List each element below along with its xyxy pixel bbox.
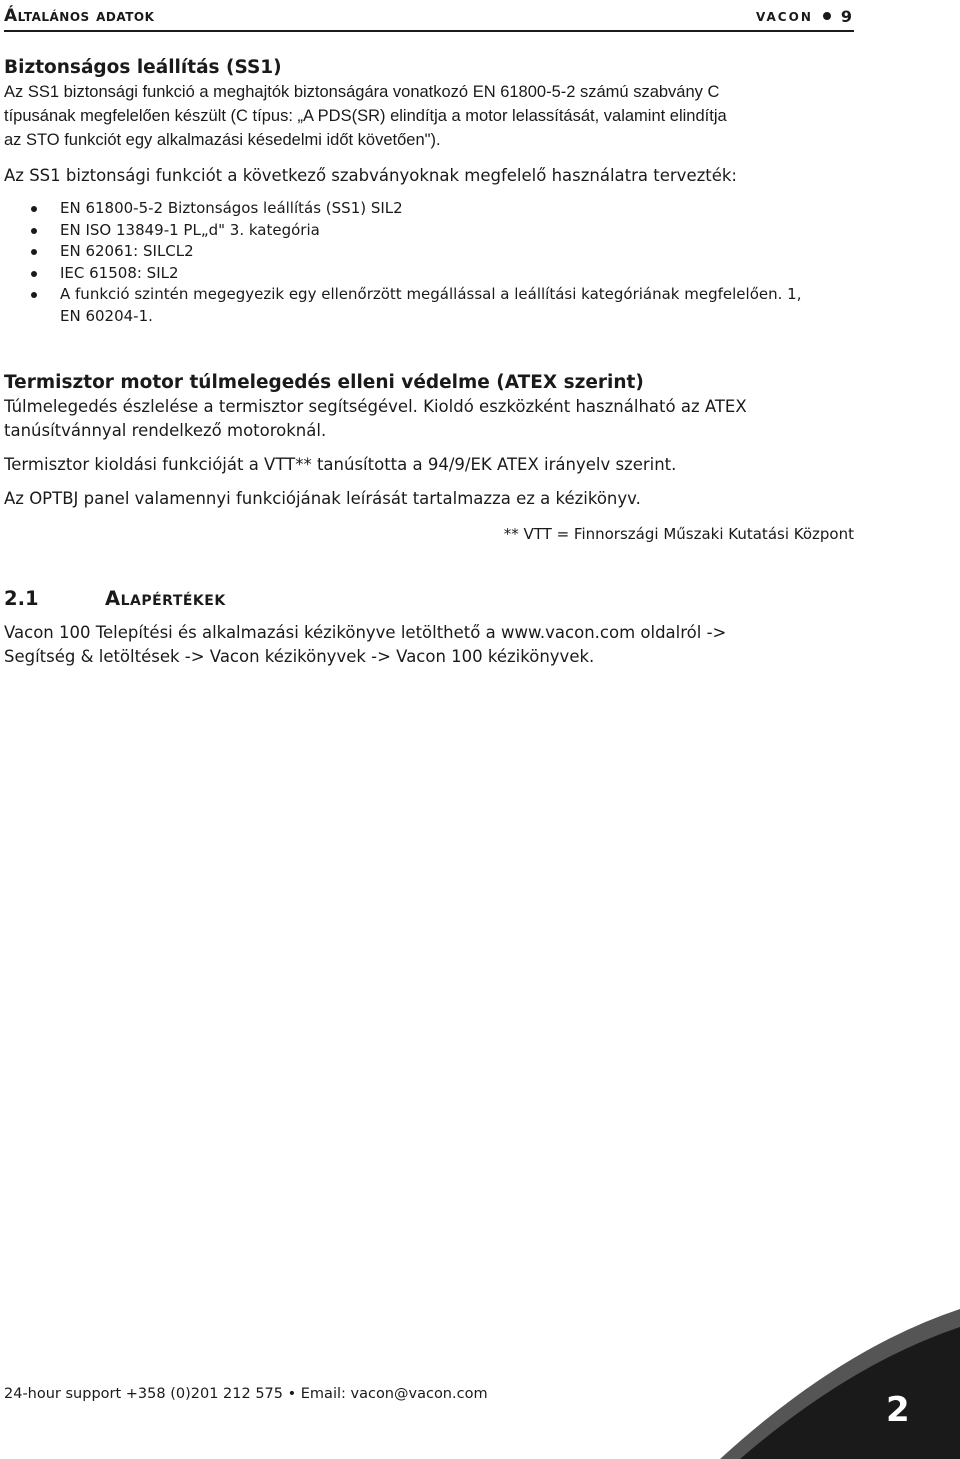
chapter-tab-number: 2 <box>886 1390 910 1430</box>
corner-tab <box>740 1327 960 1459</box>
header-section-title: Általános adatok <box>4 6 155 26</box>
ss1-standards-list <box>4 198 854 306</box>
list-item: A funkció szintén megegyezik egy ellenőrzött megállással a leállítási kategóriának megfelelően. 1, <box>4 284 854 306</box>
ss1-heading: Biztonságos leállítás (SS1) <box>4 57 282 78</box>
vtt-footnote: ** VTT = Finnországi Műszaki Kutatási Központ <box>503 525 854 543</box>
ss1-para1-line3: az STO funkciót egy alkalmazási késedelmi időt követően"). <box>4 131 441 149</box>
ss1-para1-line2: típusának megfelelően készült (C típus: „A PDS(SR) elindítja a motor lelassítását, valamint elindítja <box>4 107 727 125</box>
page-number: 9 <box>840 6 852 26</box>
thermistor-heading: Termisztor motor túlmelegedés elleni védelme (ATEX szerint) <box>4 372 644 393</box>
page-header <box>4 4 854 32</box>
bullet-dot-icon <box>823 12 831 20</box>
list-item: IEC 61508: SIL2 <box>4 263 854 285</box>
header-brand-block <box>756 6 852 26</box>
thermistor-para1-line1: Túlmelegedés észlelése a termisztor segítségével. Kioldó eszközként használható az ATEX <box>4 397 747 416</box>
thermistor-para1-line2: tanúsítvánnyal rendelkező motoroknál. <box>4 421 327 440</box>
ss1-para1-line1: Az SS1 biztonsági funkció a meghajtók biztonságára vonatkozó EN 61800-5-2 számú szabvány C <box>4 83 720 101</box>
ss1-para2: Az SS1 biztonsági funkciót a következő szabványoknak megfelelő használatra tervezték: <box>4 166 737 185</box>
list-item: EN 61800-5-2 Biztonságos leállítás (SS1) SIL2 <box>4 198 854 220</box>
support-footer: 24-hour support +358 (0)201 212 575 • Email: vacon@vacon.com <box>4 1386 488 1402</box>
list-item: EN ISO 13849-1 PL„d" 3. kategória <box>4 220 854 242</box>
list-item-continuation: EN 60204-1. <box>60 306 153 325</box>
chapter-heading <box>4 587 854 617</box>
chapter-line2: Segítség & letöltések -> Vacon kézikönyvek -> Vacon 100 kézikönyvek. <box>4 647 595 666</box>
thermistor-para2: Termisztor kioldási funkcióját a VTT** tanúsította a 94/9/EK ATEX irányelv szerint. <box>4 455 677 474</box>
chapter-title: Alapértékek <box>105 587 226 610</box>
chapter-number: 2.1 <box>4 587 39 610</box>
brand-logo: vacon <box>756 6 813 26</box>
chapter-line1: Vacon 100 Telepítési és alkalmazási kézikönyve letölthető a www.vacon.com oldalról -> <box>4 623 727 642</box>
thermistor-para3: Az OPTBJ panel valamennyi funkciójának leírását tartalmazza ez a kézikönyv. <box>4 489 641 508</box>
list-item: EN 62061: SILCL2 <box>4 241 854 263</box>
page-content <box>4 56 854 669</box>
corner-tab-graphic <box>660 1279 960 1459</box>
